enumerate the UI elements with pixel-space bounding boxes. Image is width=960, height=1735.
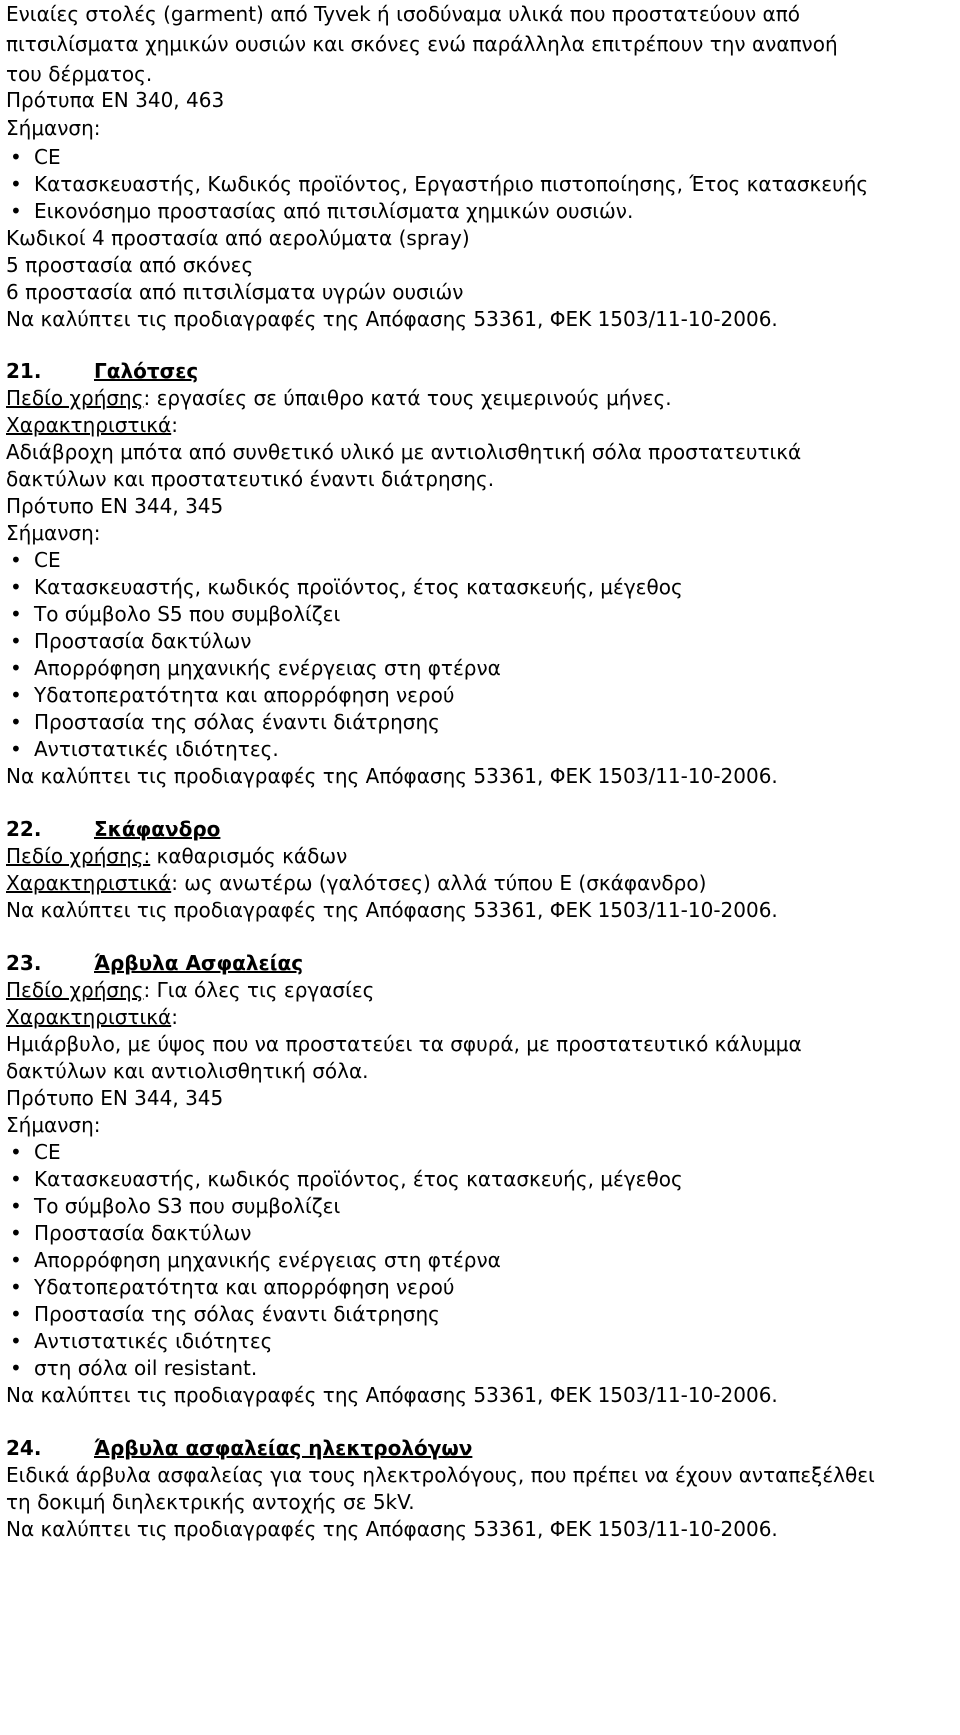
intro-code-4: Κωδικοί 4 προστασία από αερολύματα (spray) [6,226,470,250]
list-item: • Το σύμβολο S5 που συμβολίζει [10,602,341,626]
s21-use: Πεδίο χρήσης: εργασίες σε ύπαιθρο κατά τους χειμερινούς μήνες. [6,386,672,410]
list-item: • CE [10,548,61,572]
s22-char: Χαρακτηριστικά: ως ανωτέρω (γαλότσες) αλλά τύπου E (σκάφανδρο) [6,871,707,895]
intro-code-6: 6 προστασία από πιτσιλίσματα υγρών ουσιών [6,280,464,304]
list-item: • CE [10,1140,61,1164]
intro-cover: Να καλύπτει τις προδιαγραφές της Απόφασης 53361, ΦΕΚ 1503/11-10-2006. [6,307,778,331]
intro-code-5: 5 προστασία από σκόνες [6,253,254,277]
intro-standard: Πρότυπα EN 340, 463 [6,88,225,112]
section-21-heading: 21. Γαλότσες [6,359,199,383]
list-item: • Εικονόσημο προστασίας από πιτσιλίσματα χημικών ουσιών. [10,199,634,223]
s21-char: Χαρακτηριστικά: [6,413,178,437]
s21-cover: Να καλύπτει τις προδιαγραφές της Απόφασης 53361, ΦΕΚ 1503/11-10-2006. [6,764,778,788]
list-item: • Υδατοπερατότητα και απορρόφηση νερού [10,683,455,707]
s21-desc-1: Αδιάβροχη μπότα από συνθετικό υλικό με αντιολισθητική σόλα προστατευτικά [6,440,802,464]
s22-cover: Να καλύπτει τις προδιαγραφές της Απόφασης 53361, ΦΕΚ 1503/11-10-2006. [6,898,778,922]
list-item: • Κατασκευαστής, κωδικός προϊόντος, έτος κατασκευής, μέγεθος [10,1167,683,1191]
intro-line-2: πιτσιλίσματα χημικών ουσιών και σκόνες ενώ παράλληλα επιτρέπουν την αναπνοή [6,32,838,56]
s23-marking-label: Σήμανση: [6,1113,101,1137]
s23-desc-1: Ημιάρβυλο, με ύψος που να προστατεύει τα σφυρά, με προστατευτικό κάλυμμα [6,1032,802,1056]
list-item: • Το σύμβολο S3 που συμβολίζει [10,1194,341,1218]
section-22-heading: 22. Σκάφανδρο [6,817,221,841]
s23-char: Χαρακτηριστικά: [6,1005,178,1029]
s24-desc-1: Ειδικά άρβυλα ασφαλείας για τους ηλεκτρολόγους, που πρέπει να έχουν ανταπεξέλθει [6,1463,875,1487]
list-item: • CE [10,145,61,169]
s21-desc-2: δακτύλων και προστατευτικό έναντι διάτρησης. [6,467,495,491]
list-item: • Προστασία δακτύλων [10,629,252,653]
s23-cover: Να καλύπτει τις προδιαγραφές της Απόφασης 53361, ΦΕΚ 1503/11-10-2006. [6,1383,778,1407]
list-item: • Απορρόφηση μηχανικής ενέργειας στη φτέρνα [10,656,501,680]
list-item: • Προστασία της σόλας έναντι διάτρησης [10,710,440,734]
s23-standard: Πρότυπο EN 344, 345 [6,1086,224,1110]
section-23-heading: 23. Άρβυλα Ασφαλείας [6,951,304,975]
list-item: • Προστασία δακτύλων [10,1221,252,1245]
s22-use: Πεδίο χρήσης: καθαρισμός κάδων [6,844,348,868]
list-item: • Κατασκευαστής, Κωδικός προϊόντος, Εργαστήριο πιστοποίησης, Έτος κατασκευής [10,172,869,196]
list-item: • Απορρόφηση μηχανικής ενέργειας στη φτέρνα [10,1248,501,1272]
intro-line-3: του δέρματος. [6,62,153,86]
intro-marking-label: Σήμανση: [6,116,101,140]
list-item: • Προστασία της σόλας έναντι διάτρησης [10,1302,440,1326]
list-item: • Υδατοπερατότητα και απορρόφηση νερού [10,1275,455,1299]
s23-use: Πεδίο χρήσης: Για όλες τις εργασίες [6,978,375,1002]
s23-desc-2: δακτύλων και αντιολισθητική σόλα. [6,1059,369,1083]
list-item: • στη σόλα oil resistant. [10,1356,258,1380]
s24-cover: Να καλύπτει τις προδιαγραφές της Απόφασης 53361, ΦΕΚ 1503/11-10-2006. [6,1517,778,1541]
s21-standard: Πρότυπο EN 344, 345 [6,494,224,518]
intro-line-1: Ενιαίες στολές (garment) από Tyvek ή ισοδύναμα υλικά που προστατεύουν από [6,2,801,26]
list-item: • Κατασκευαστής, κωδικός προϊόντος, έτος κατασκευής, μέγεθος [10,575,683,599]
list-item: • Αντιστατικές ιδιότητες [10,1329,273,1353]
section-24-heading: 24. Άρβυλα ασφαλείας ηλεκτρολόγων [6,1436,473,1460]
list-item: • Αντιστατικές ιδιότητες. [10,737,279,761]
s21-marking-label: Σήμανση: [6,521,101,545]
s24-desc-2: τη δοκιμή διηλεκτρικής αντοχής σε 5kV. [6,1490,415,1514]
